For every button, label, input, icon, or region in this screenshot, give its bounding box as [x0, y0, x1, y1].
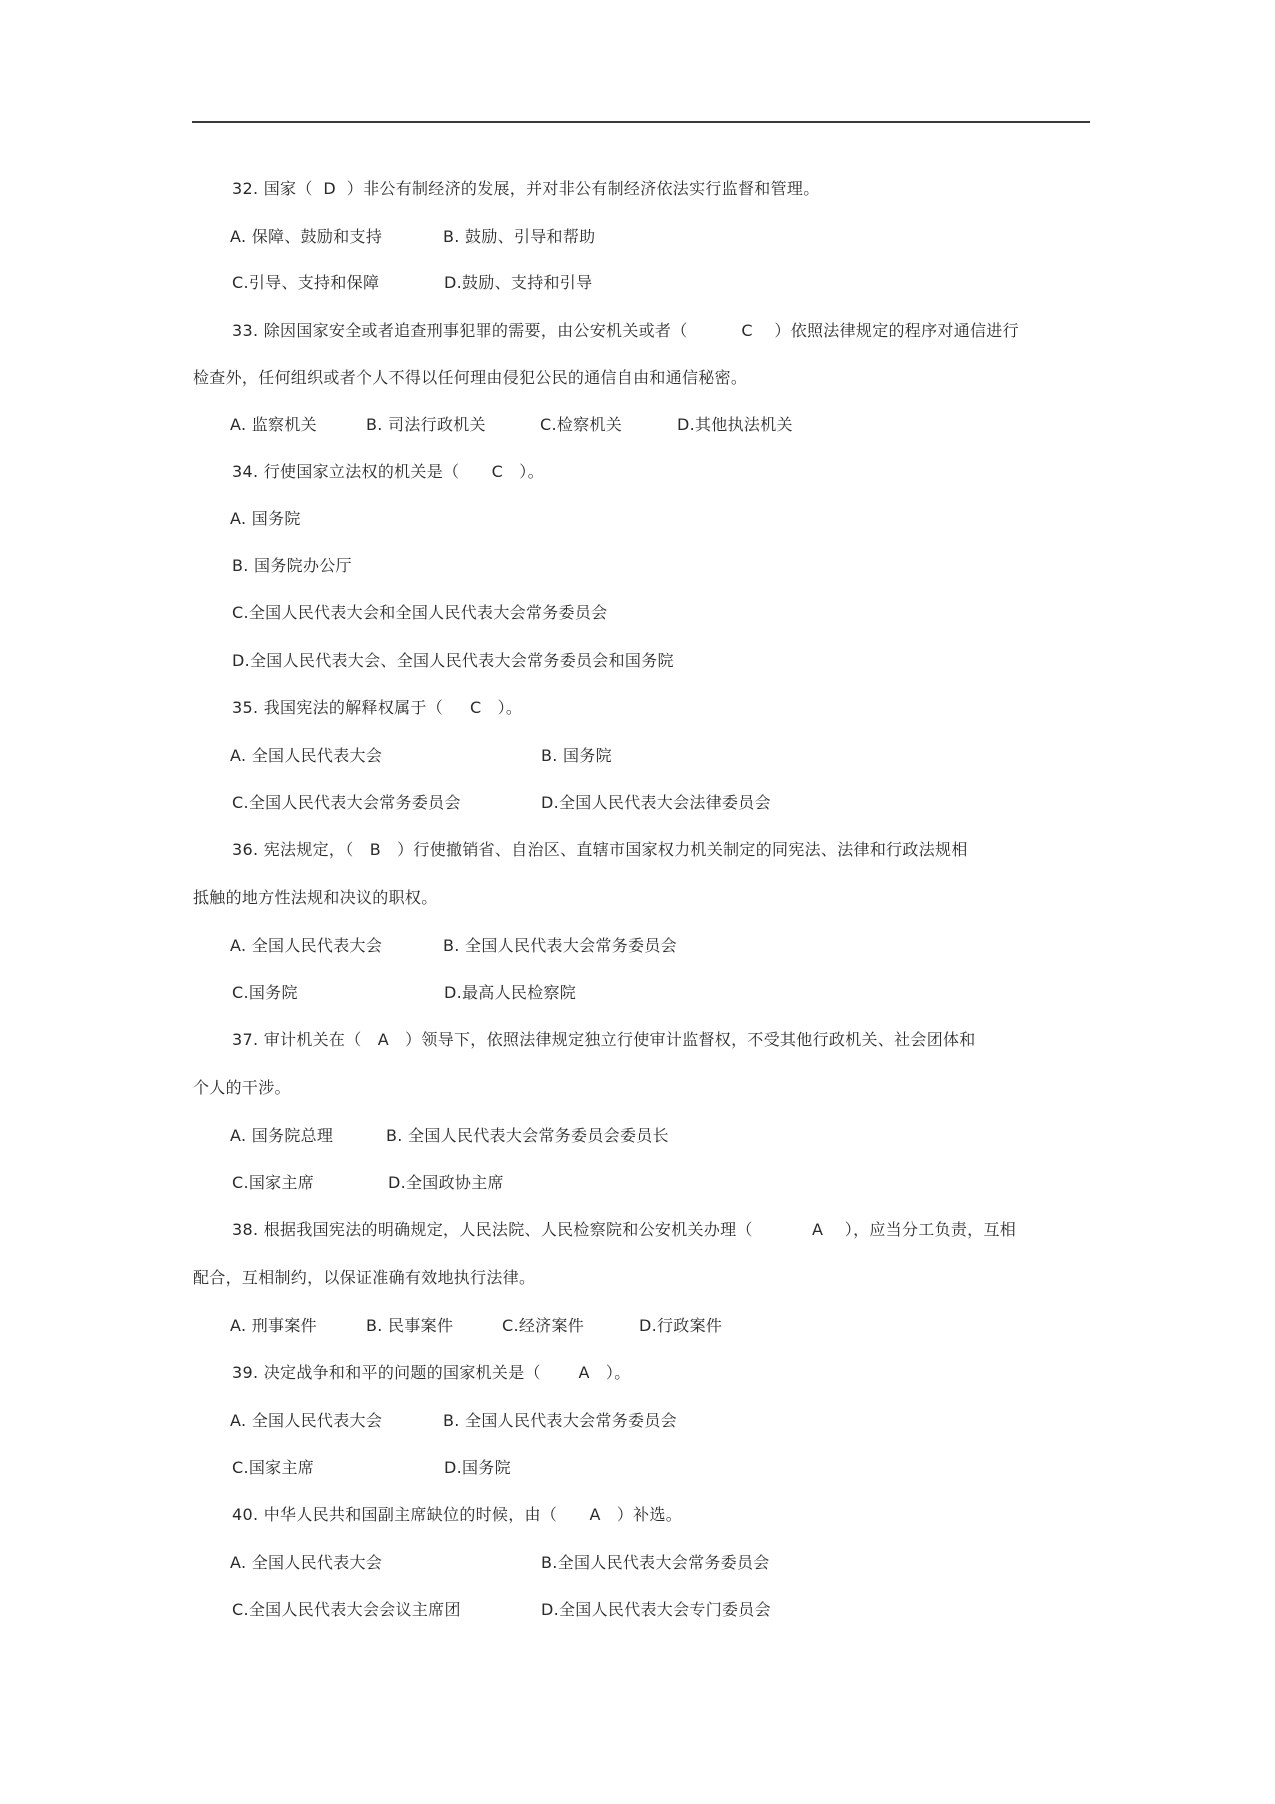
question-36: 36. 宪法规定，（ B ）行使撤销省、自治区、直辖市国家权力机关制定的同宪法、法律和行政法规相 — [232, 840, 968, 859]
option-34-a: A. 国务院 — [230, 509, 301, 528]
option-37-c: C.国家主席 — [232, 1173, 315, 1192]
option-40-a: A. 全国人民代表大会 — [230, 1553, 383, 1572]
option-40-b: B.全国人民代表大会常务委员会 — [541, 1553, 770, 1572]
option-34-d: D.全国人民代表大会、全国人民代表大会常务委员会和国务院 — [232, 651, 674, 670]
option-39-c: C.国家主席 — [232, 1458, 315, 1477]
question-37-cont: 个人的干涉。 — [193, 1078, 291, 1097]
question-33: 33. 除因国家安全或者追查刑事犯罪的需要，由公安机关或者（ C ）依照法律规定的程序对通信进行 — [232, 321, 1019, 340]
option-39-b: B. 全国人民代表大会常务委员会 — [443, 1411, 677, 1430]
question-33-cont: 检查外，任何组织或者个人不得以任何理由侵犯公民的通信自由和通信秘密。 — [193, 368, 748, 387]
question-37: 37. 审计机关在（ A ）领导下，依照法律规定独立行使审计监督权，不受其他行政机关、社会团体和 — [232, 1030, 976, 1049]
option-32-d: D.鼓励、支持和引导 — [444, 273, 593, 292]
option-37-b: B. 全国人民代表大会常务委员会委员长 — [386, 1126, 669, 1145]
question-38: 38. 根据我国宪法的明确规定，人民法院、人民检察院和公安机关办理（ A ），应当分工负责，互相 — [232, 1220, 1017, 1239]
option-33-d: D.其他执法机关 — [677, 415, 793, 434]
option-40-c: C.全国人民代表大会会议主席团 — [232, 1600, 461, 1619]
option-32-c: C.引导、支持和保障 — [232, 273, 380, 292]
option-40-d: D.全国人民代表大会专门委员会 — [541, 1600, 771, 1619]
option-38-a: A. 刑事案件 — [230, 1316, 317, 1335]
option-35-c: C.全国人民代表大会常务委员会 — [232, 793, 461, 812]
option-35-d: D.全国人民代表大会法律委员会 — [541, 793, 771, 812]
option-36-a: A. 全国人民代表大会 — [230, 936, 383, 955]
option-38-d: D.行政案件 — [639, 1316, 723, 1335]
option-37-d: D.全国政协主席 — [388, 1173, 504, 1192]
option-35-b: B. 国务院 — [541, 746, 612, 765]
option-36-b: B. 全国人民代表大会常务委员会 — [443, 936, 677, 955]
question-32: 32. 国家（ D ）非公有制经济的发展，并对非公有制经济依法实行监督和管理。 — [232, 179, 820, 198]
option-35-a: A. 全国人民代表大会 — [230, 746, 383, 765]
question-40: 40. 中华人民共和国副主席缺位的时候，由（ A ）补选。 — [232, 1505, 683, 1524]
option-39-d: D.国务院 — [444, 1458, 511, 1477]
option-38-c: C.经济案件 — [502, 1316, 585, 1335]
header-rule — [192, 121, 1090, 123]
option-37-a: A. 国务院总理 — [230, 1126, 334, 1145]
question-34: 34. 行使国家立法权的机关是（ C ）。 — [232, 462, 544, 481]
option-33-a: A. 监察机关 — [230, 415, 317, 434]
question-38-cont: 配合，互相制约，以保证准确有效地执行法律。 — [193, 1268, 536, 1287]
option-36-d: D.最高人民检察院 — [444, 983, 577, 1002]
option-34-b: B. 国务院办公厅 — [232, 556, 352, 575]
option-32-a: A. 保障、鼓励和支持 — [230, 227, 383, 246]
option-34-c: C.全国人民代表大会和全国人民代表大会常务委员会 — [232, 603, 608, 622]
question-39: 39. 决定战争和和平的问题的国家机关是（ A ）。 — [232, 1363, 631, 1382]
option-38-b: B. 民事案件 — [366, 1316, 454, 1335]
option-33-b: B. 司法行政机关 — [366, 415, 486, 434]
option-33-c: C.检察机关 — [540, 415, 623, 434]
option-39-a: A. 全国人民代表大会 — [230, 1411, 383, 1430]
option-36-c: C.国务院 — [232, 983, 298, 1002]
question-36-cont: 抵触的地方性法规和决议的职权。 — [193, 888, 438, 907]
option-32-b: B. 鼓励、引导和帮助 — [443, 227, 596, 246]
question-35: 35. 我国宪法的解释权属于（ C ）。 — [232, 698, 523, 717]
